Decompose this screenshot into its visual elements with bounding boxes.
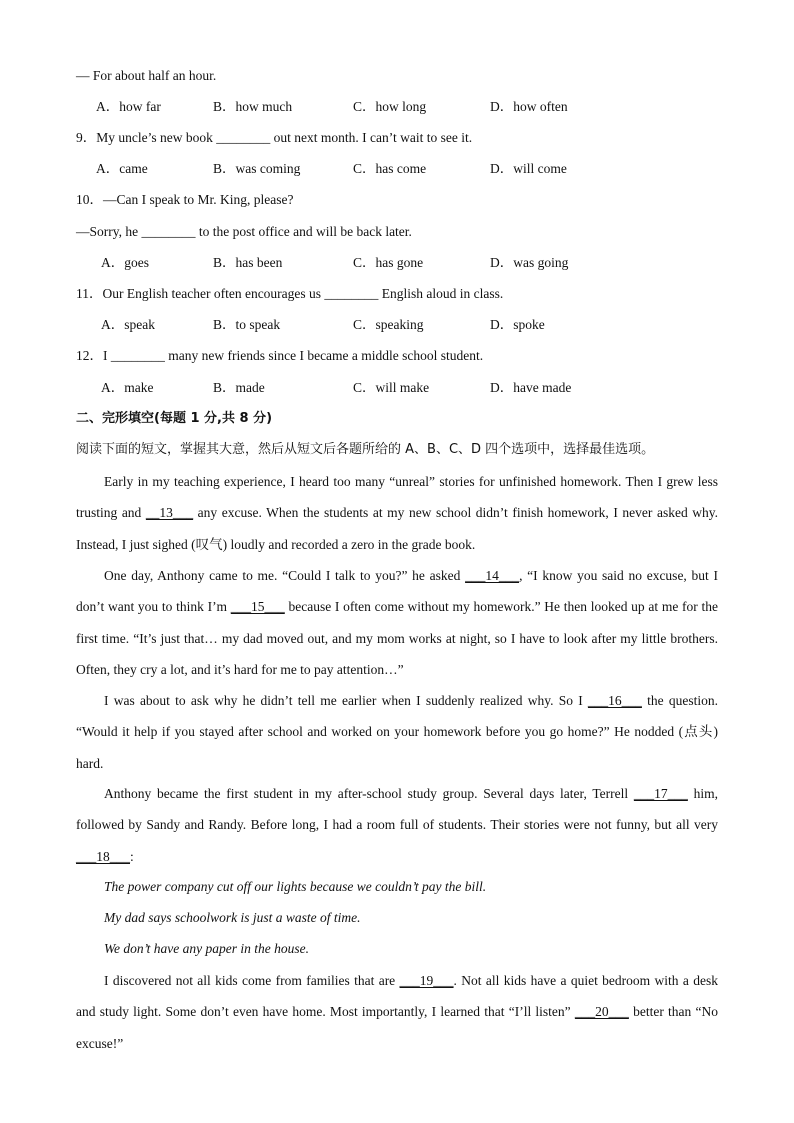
q9-option-c: C．has come	[353, 161, 427, 176]
blank-13: __13___	[145, 505, 194, 521]
q8-option-d: D．how often	[490, 99, 568, 114]
q10-stem: 10．—Can I speak to Mr. King, please?	[76, 192, 294, 207]
q8-option-b: B．how much	[213, 99, 293, 114]
passage-paragraph-3	[76, 685, 718, 779]
q11-option-c: C．speaking	[353, 317, 424, 332]
passage-paragraph-4	[76, 778, 718, 872]
p1-text-b: any excuse. When the students at my new school didn’t finish homework, I never asked why. Instead, I just sighed (叹气) loudly and recorded a zero in the grade book.	[76, 505, 718, 552]
q12-option-d: D．have made	[490, 380, 572, 395]
q11-option-b: B．to speak	[213, 317, 281, 332]
blank-17: ___17___	[633, 786, 688, 801]
section-title: 二、完形填空(每题 1 分,共 8 分)	[76, 411, 273, 426]
passage-paragraph-2	[76, 560, 718, 685]
q10-option-c: C．has gone	[353, 255, 424, 270]
section-instruction: 阅读下面的短文，掌握其大意，然后从短文后各题所给的 A、B、C、D 四个选项中，选择最佳选项。	[76, 442, 655, 457]
p5-text-b: . Not all kids have a quiet bedroom with a desk and study light. Some don’t even have home. Most importantly, I learned that “I’ll listen”	[76, 973, 718, 1020]
q8-answer-line: — For about half an hour.	[76, 68, 217, 83]
q12-stem: 12．I ________ many new friends since I became a middle school student.	[76, 348, 484, 363]
quote-1: The power company cut off our lights because we couldn’t pay the bill.	[104, 879, 487, 894]
p3-text-a: I was about to ask why he didn’t tell me earlier when I suddenly realized why. So I	[104, 693, 588, 708]
p4-text-b: him, followed by Sandy and Randy. Before long, I had a room full of students. Their stories were not funny, but all very	[76, 786, 718, 833]
q10-option-b: B．has been	[213, 255, 283, 270]
blank-15: ___15___	[230, 599, 285, 615]
p1-text-a: Early in my teaching experience, I heard too many “unreal” stories for unfinished homework. Then I grew less trusting and	[76, 474, 718, 521]
q12-option-c: C．will make	[353, 380, 430, 395]
q12-option-a: A．make	[101, 380, 154, 395]
blank-20: ___20___	[574, 1004, 629, 1020]
p4-text-a: Anthony became the first student in my after-school study group. Several days later, Terrell	[104, 786, 634, 801]
passage-paragraph-1	[76, 466, 718, 560]
q12-option-b: B．made	[213, 380, 265, 395]
p2-text-a: One day, Anthony came to me. “Could I talk to you?” he asked	[104, 568, 466, 583]
q9-stem: 9．My uncle’s new book ________ out next month. I can’t wait to see it.	[76, 130, 473, 145]
q9-option-b: B．was coming	[213, 161, 301, 176]
blank-18: ___18___	[76, 848, 130, 864]
q10-option-d: D．was going	[490, 255, 569, 270]
p4-text-c: :	[130, 848, 134, 864]
q8-option-a: A．how far	[96, 99, 161, 114]
p5-text-c: better than “No excuse!”	[76, 1004, 718, 1051]
blank-14: ___14___	[465, 568, 520, 583]
p2-text-c: because I often come without my homework.” He then looked up at me for the first time. “It’s just that… my dad moved out, and my mom works at night, so I have to look after my little brothers. Often, they cry a lot, and it’s hard for me to pay attention…”	[76, 599, 718, 677]
q9-option-d: D．will come	[490, 161, 567, 176]
p5-text-a: I discovered not all kids come from families that are	[104, 973, 400, 988]
quote-2: My dad says schoolwork is just a waste of time.	[104, 910, 361, 925]
q10-line2: —Sorry, he ________ to the post office and will be back later.	[76, 224, 412, 239]
blank-19: ___19___	[399, 973, 454, 988]
q11-option-d: D．spoke	[490, 317, 545, 332]
quote-3: We don’t have any paper in the house.	[104, 941, 309, 956]
q9-option-a: A．came	[96, 161, 148, 176]
blank-16: ___16___	[587, 693, 642, 708]
passage-paragraph-5	[76, 965, 718, 1059]
q10-option-a: A．goes	[101, 255, 149, 270]
q11-stem: 11．Our English teacher often encourages us ________ English aloud in class.	[76, 286, 504, 301]
p2-text-b: , “I know you said no excuse, but I don’t want you to think I’m	[76, 568, 718, 615]
q11-option-a: A．speak	[101, 317, 155, 332]
q8-option-c: C．how long	[353, 99, 427, 114]
p3-text-b: the question. “Would it help if you stayed after school and worked on your homework before you go home?” He nodded (点头) hard.	[76, 693, 718, 771]
